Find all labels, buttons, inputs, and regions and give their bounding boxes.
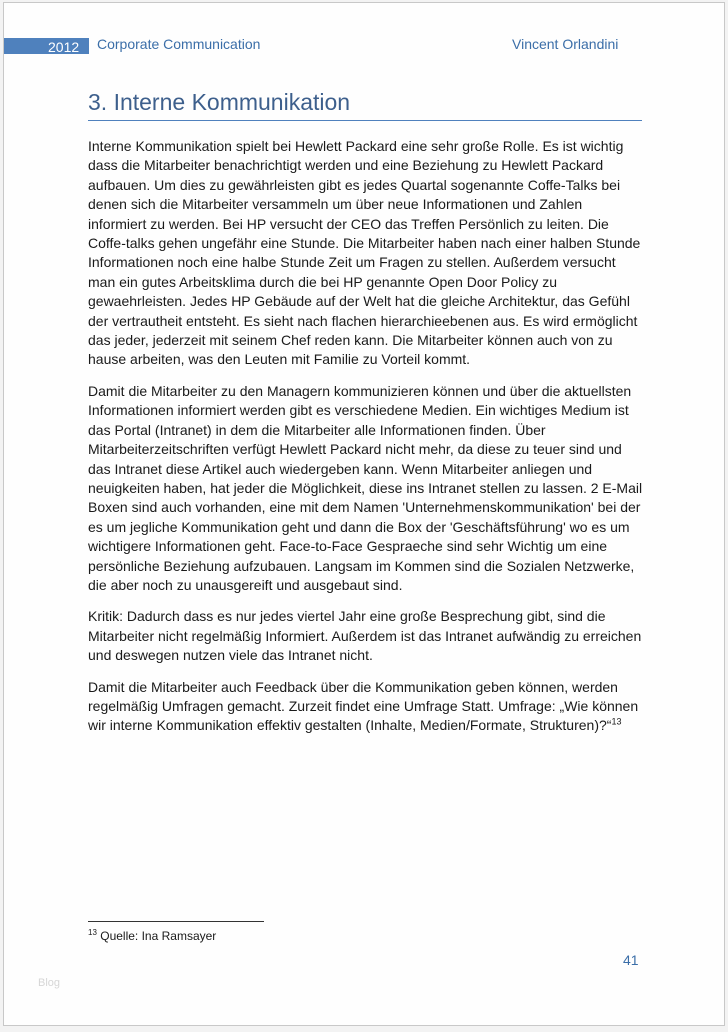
paragraph-with-footnote — [88, 678, 644, 736]
page-number: 41 — [623, 952, 639, 968]
footnote — [88, 928, 216, 943]
section-heading: 3. Interne Kommunikation — [88, 89, 351, 115]
document-page — [3, 2, 725, 1026]
paragraph: Damit die Mitarbeiter auch Feedback über die Kommunikation geben können, werden regelmäßig Umfragen gemacht. Zurzeit findet eine Umfrage Statt. Umfrage: „Wie können wir interne Kommunikation effektiv gestalten (Inhalte, Medien/Formate, Strukturen)?“ — [88, 678, 639, 734]
header-title: Corporate Communication — [97, 36, 261, 52]
body-text — [88, 137, 644, 748]
footnote-separator — [88, 921, 264, 922]
paragraph: Interne Kommunikation spielt bei Hewlett Packard eine sehr große Rolle. Es ist wichtig dass die Mitarbeiter benachrichtigt werden und eine Beziehung zu Hewlett Packard aufbauen. Um dies zu gewährleisten gibt es jedes Quartal sogenannte Coffe-Talks bei denen sich die Mitarbeiter versammeln um über neue Informationen und Zahlen informiert zu werden. Bei HP versucht der CEO das Treffen Persönlich zu leiten. Die Coffe-talks gehen ungefähr eine Stunde. Die Mitarbeiter haben nach einer halben Stunde Informationen noch eine halbe Stunde Zeit um Fragen zu stellen. Außerdem versucht man ein gutes Arbeitsklima durch die bei HP genannte Open Door Policy zu gewaehrleisten. Jedes HP Gebäude auf der Welt hat die gleiche Architektur, das Gefühl der vertrautheit entsteht. Es sieht nach flachen hierarchieebenen aus. Es wird ermöglicht das jeder, jederzeit mit seinem Chef reden kann. Die Mitarbeiter können auch von zu hause arbeiten, was den Leuten mit Familie zu Vorteil kommt. — [88, 138, 641, 368]
paragraph: Kritik: Dadurch dass es nur jedes viertel Jahr eine große Besprechung gibt, sind die Mitarbeiter nicht regelmäßig Informiert. Außerdem ist das Intranet aufwändig zu erreichen und deswegen nutzen viele das Intranet nicht. — [88, 608, 642, 664]
watermark: Blog — [38, 977, 61, 989]
heading-underline — [88, 120, 642, 121]
footnote-text: Quelle: Ina Ramsayer — [96, 929, 217, 943]
footnote-reference: 13 — [611, 716, 622, 727]
footnote-marker: 13 — [88, 928, 97, 937]
paragraph: Damit die Mitarbeiter zu den Managern kommunizieren können und über die aktuellsten Informationen informiert werden gibt es verschiedene Medien. Ein wichtiges Medium ist das Portal (Intranet) in dem die Mitarbeiter alle Informationen finden. Über Mitarbeiterzeitschriften verfügt Hewlett Packard nicht mehr, da diese zu teuer sind und das Intranet diese Artikel auch wiedergeben kann. Wenn Mitarbeiter anliegen und neuigkeiten haben, hat jeder die Möglichkeit, diese ins Intranet stellen zu lassen. 2 E-Mail Boxen sind auch vorhanden, eine mit dem Namen 'Unternehmenskommunikation' bei der es um jegliche Kommunikation geht und dann die Box der 'Geschäftsführung' wo es um wichtigere Informationen geht. Face-to-Face Gespraeche sind sehr Wichtig um eine persönliche Beziehung aufzubauen. Langsam im Kommen sind die Sozialen Netzwerke, die aber noch zu unausgereift und ausgebaut sind. — [88, 382, 643, 593]
header-author: Vincent Orlandini — [512, 36, 619, 52]
header-year: 2012 — [48, 39, 80, 55]
